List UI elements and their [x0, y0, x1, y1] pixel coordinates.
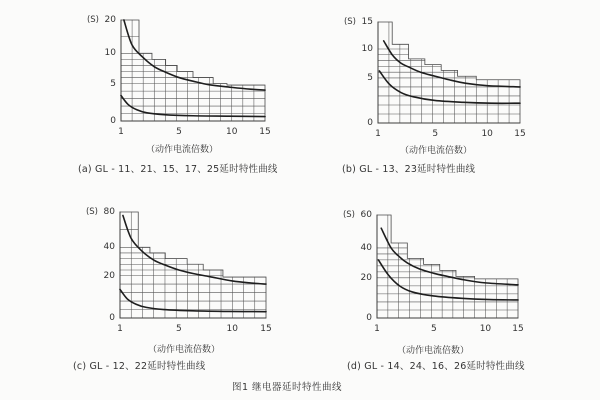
x-tick-label: 1: [117, 324, 123, 334]
upper-curve: [124, 20, 265, 90]
y-axis-unit-label: (S): [343, 17, 356, 27]
chart-b-plot: [375, 19, 523, 126]
y-tick-label: 40: [360, 242, 372, 253]
y-tick-label: 5: [110, 78, 116, 89]
chart-b-caption: (b) GL - 13、23延时特性曲线: [342, 164, 476, 175]
chart-d-plot: [374, 212, 521, 321]
x-tick-label: 15: [260, 324, 272, 334]
x-tick-label: 1: [118, 127, 124, 137]
y-axis-unit-label: (S): [86, 15, 99, 25]
axis-line: [378, 22, 520, 123]
y-axis-unit-label: (S): [342, 210, 355, 220]
y-tick-label: 0: [109, 313, 115, 323]
x-tick-label: 15: [514, 129, 526, 139]
x-tick-label: 10: [479, 324, 492, 334]
y-tick-label: 20: [104, 15, 116, 25]
y-tick-label: 0: [110, 116, 116, 126]
step-envelope: [377, 215, 518, 318]
x-tick-label: 1: [374, 324, 380, 334]
y-tick-label: 10: [361, 43, 373, 54]
x-axis-label: （动作电流倍数）: [399, 146, 473, 156]
upper-curve: [123, 215, 266, 284]
y-axis-unit-label: (S): [85, 207, 98, 217]
y-tick-label: 20: [360, 272, 372, 283]
chart-c-caption: (c) GL - 12、22延时特性曲线: [73, 361, 206, 372]
x-tick-label: 10: [481, 129, 493, 139]
y-tick-label: 5: [367, 72, 373, 83]
x-tick-label: 5: [176, 127, 182, 137]
step-envelope: [120, 212, 266, 318]
y-tick-label: 20: [103, 270, 115, 281]
x-tick-label: 5: [432, 129, 439, 139]
x-tick-label: 1: [375, 129, 381, 139]
step-envelope: [378, 22, 520, 123]
chart-a-plot: [118, 17, 268, 124]
chart-a-caption: (a) GL - 11、21、15、17、25延时特性曲线: [78, 164, 278, 175]
axis-line: [120, 212, 266, 318]
x-axis-label: （动作电流倍数）: [396, 346, 470, 356]
y-tick-label: 0: [367, 118, 373, 128]
x-axis-label: （动作电流倍数）: [147, 345, 221, 355]
figure-title: 图1 继电器延时特性曲线: [231, 382, 343, 393]
y-tick-label: 0: [366, 313, 372, 323]
x-tick-label: 15: [512, 324, 524, 334]
x-axis-label: （动作电流倍数）: [145, 145, 219, 155]
x-tick-label: 5: [175, 324, 182, 334]
chart-c-plot: [117, 209, 269, 321]
y-tick-label: 10: [104, 48, 116, 59]
chart-d-caption: (d) GL - 14、24、16、26延时特性曲线: [347, 361, 525, 372]
upper-curve: [381, 228, 518, 285]
x-tick-label: 5: [430, 324, 437, 334]
x-tick-label: 15: [259, 127, 271, 137]
axis-line: [377, 215, 518, 318]
y-tick-label: 15: [361, 17, 373, 27]
x-tick-label: 10: [226, 127, 238, 137]
y-tick-label: 40: [103, 242, 115, 253]
y-tick-label: 80: [103, 207, 115, 217]
x-tick-label: 10: [226, 324, 238, 334]
y-tick-label: 60: [360, 210, 372, 220]
